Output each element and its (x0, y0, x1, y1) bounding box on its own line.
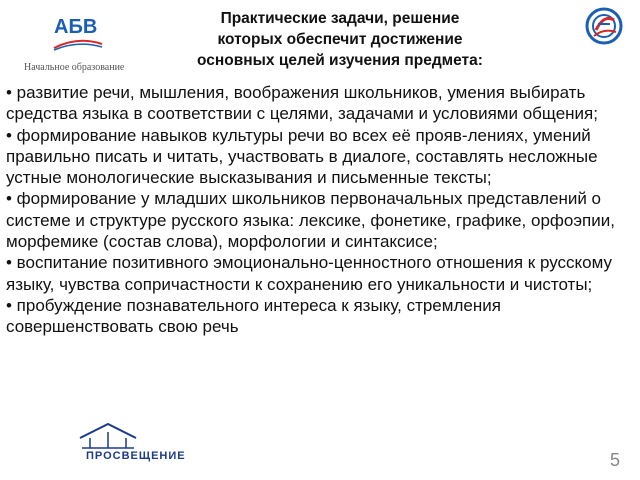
publisher-logo-icon (20, 418, 180, 478)
body-text (6, 82, 636, 338)
section-subtitle: Начальное образование (24, 62, 125, 73)
bullet-paragraph: • развитие речи, мышления, воображения школьников, умения выбирать средства языка в соответствии с целями, задачами и условиями общения; (6, 83, 598, 124)
bullet-paragraph: • воспитание позитивного эмоционально-ценностного отношения к русскому языку, чувства сопричастности к сохранению его уникальности и чистоты; (6, 253, 613, 294)
bullet-paragraph: • пробуждение познавательного интереса к языку, стремления совершенствовать свою речь (6, 295, 501, 337)
publisher-name: ПРОСВЕЩЕНИЕ (86, 450, 186, 462)
emblem-icon (584, 6, 624, 46)
page-title (130, 8, 550, 71)
bullet-paragraph: • формирование у младших школьников первоначальных представлений о системе и структуре русского языка: лексике, фонетике, графике, орфоэпии, морфемике (состав слова), морфологии и синтаксисе; (6, 189, 615, 252)
bullet-paragraph: • формирование навыков культуры речи во всех её прояв-лениях, умений правильно писать и читать, участвовать в диалоге, составлять несложные устные монологические высказывания и письменные тексты; (6, 125, 598, 188)
title-line-3: основных целей изучения предмета: (197, 52, 483, 69)
title-line-2: которых обеспечит достижение (217, 31, 463, 48)
title-line-1: Практические задачи, решение (220, 10, 460, 27)
abv-logo-icon (52, 38, 104, 52)
abv-logo-text: АБВ (54, 16, 98, 38)
page-number: 5 (610, 450, 621, 470)
